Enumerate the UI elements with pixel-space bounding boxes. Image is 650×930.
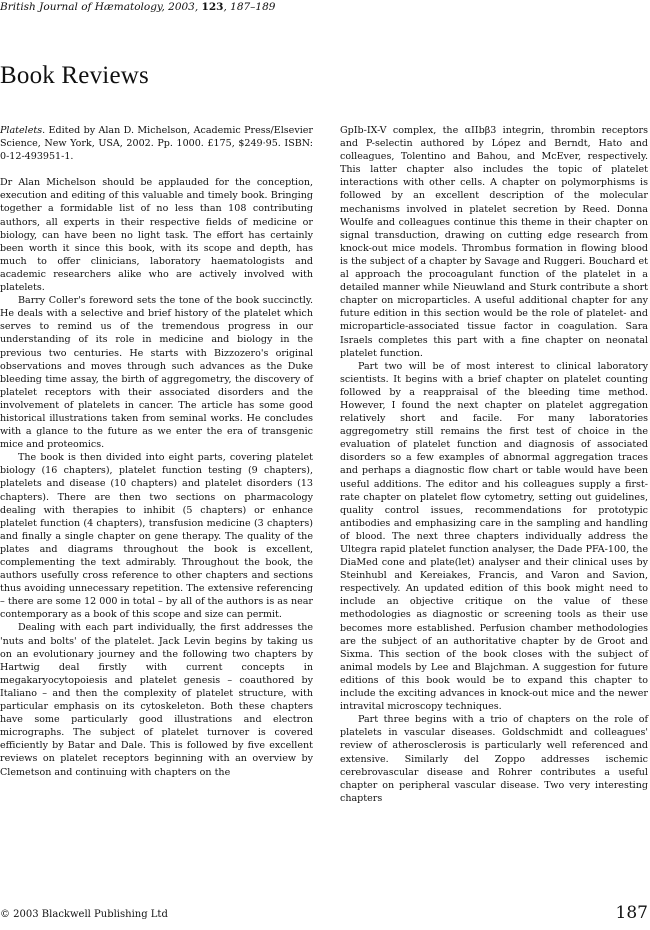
journal-volume: 123 [201,1,224,13]
right-column [340,124,648,805]
book-reference [0,124,313,163]
book-details: Edited by Alan D. Michelson, Academic Press/Elsevier Science, New York, USA, 2002. Pp. 1000. £175, $249·95. ISBN: 0-12-493951-1. [0,125,313,163]
journal-year: 2003, [164,1,199,13]
review-paragraph: Part three begins with a trio of chapters on the role of platelets in vascular diseases. Goldschmidt and colleagues' review of atherosclerosis is particularly well referenced and extensive. Similarly del Zoppo addresses ischemic cerebrovascular disease and Rohrer contributes a useful chapter on peripheral vascular disease. Two very interesting chapters [340,714,648,804]
book-title: Platelets. [0,125,46,136]
page-number: 187 [615,903,648,923]
journal-pages: , 187–189 [223,1,276,13]
review-paragraph: Barry Coller's foreword sets the tone of the book succinctly. He deals with a selective and brief history of the platelet which serves to remind us of the tremendous progress in our understanding of its role in medicine and biology in the previous two centuries. He starts with Bizzozero's original observations and moves through such advances as the Duke bleeding time assay, the birth of aggregometry, the discovery of platelet receptors with their associated disorders and the involvement of platelets in cancer. The article has some good historical illustrations taken from seminal works. He concludes with a glance to the future as we enter the era of transgenic mice and proteomics. [0,295,313,451]
running-head [0,0,400,14]
review-paragraph: Dr Alan Michelson should be applauded for the conception, execution and editing of this valuable and timely book. Bringing together a formidable list of no less than 108 contributing authors, all experts in their respective fields of medicine or biology, can have been no light task. The effort has certainly been worth it since this book, with its scope and depth, has much to offer clinicians, laboratory haematologists and academic researchers alike who are actively involved with platelets. [0,177,313,294]
review-paragraph: The book is then divided into eight parts, covering platelet biology (16 chapters), platelet function testing (9 chapters), platelets and disease (10 chapters) and platelet disorders (13 chapters). There are then two sections on pharmacology dealing with therapies to inhibit (5 chapters) or enhance platelet function (4 chapters), transfusion medicine (3 chapters) and finally a single chapter on gene therapy. The quality of the plates and diagrams throughout the book is excellent, complementing the text admirably. Throughout the book, the authors usefully cross reference to other chapters and sections thus avoiding unnecessary repetition. The extensive referencing – there are some 12 000 in total – by all of the authors is as near contemporary as a book of this scope and size can permit. [0,452,313,621]
section-title: Book Reviews [0,62,149,89]
review-paragraph: Part two will be of most interest to clinical laboratory scientists. It begins with a brief chapter on platelet counting followed by a reappraisal of the bleeding time method. However, I found the next chapter on platelet aggregation relatively short and facile. For many laboratories aggregometry still remains the first test of choice in the evaluation of platelet function and diagnosis of associated disorders so a few examples of abnormal aggregation traces and perhaps a diagnostic flow chart or table would have been useful additions. The editor and his colleagues supply a first-rate chapter on platelet flow cytometry, setting out guidelines, quality control issues, recommendations for prototypic antibodies and emphasizing care in the sampling and handling of blood. The next three chapters individually address the Ultegra rapid platelet function analyser, the Dade PFA-100, the DiaMed cone and plate(let) analyser and their clinical uses by Steinhubl and Kereiakes, Francis, and Varon and Savion, respectively. An updated edition of this book might need to include an objective critique on the value of these methodologies as diagnostic or screening tools as their use becomes more established. Perfusion chamber methodologies are the subject of an authoritative chapter by de Groot and Sixma. This section of the book closes with the subject of animal models by Lee and Blajchman. A suggestion for future editions of this book would be to expand this chapter to include the exciting advances in knock-out mice and the newer intravital microscopy techniques. [340,360,648,713]
review-paragraph: GpIb-IX-V complex, the αIIbβ3 integrin, thrombin receptors and P-selectin authored by López and Berndt, Hato and colleagues, Tolentino and Bahou, and McEver, respectively. This latter chapter also includes the topic of platelet interactions with other cells. A chapter on polymorphisms is followed by an excellent description of the molecular mechanisms involved in platelet secretion by Reed. Donna Woulfe and colleagues continue this theme in their chapter on signal transduction, drawing on cutting edge research from knock-out mice models. Thrombus formation in flowing blood is the subject of a chapter by Savage and Ruggeri. Bouchard et al approach the procoagulant function of the platelet in a detailed manner while Nieuwland and Sturk contribute a short chapter on microparticles. A useful additional chapter for any future edition in this section would be the role of platelet- and microparticle-associated tissue factor in coagulation. Sara Israels completes this part with a fine chapter on neonatal platelet function. [340,125,648,359]
journal-name: British Journal of Hæmatology, [0,1,165,13]
review-paragraph: Dealing with each part individually, the first addresses the 'nuts and bolts' of the platelet. Jack Levin begins by taking us on an evolutionary journey and the following two chapters by Hartwig deal firstly with current concepts in megakaryocytopoiesis and platelet genesis – coauthored by Italiano – and then the complexity of platelet structure, with particular emphasis on its cytoskeleton. Both these chapters have some particularly good illustrations and electron micrographs. The subject of platelet turnover is covered efficiently by Batar and Dale. This is followed by five excellent reviews on platelet receptors beginning with an overview by Clemetson and continuing with chapters on the [0,622,313,778]
copyright-notice: © 2003 Blackwell Publishing Ltd [0,909,168,920]
left-column [0,124,313,779]
